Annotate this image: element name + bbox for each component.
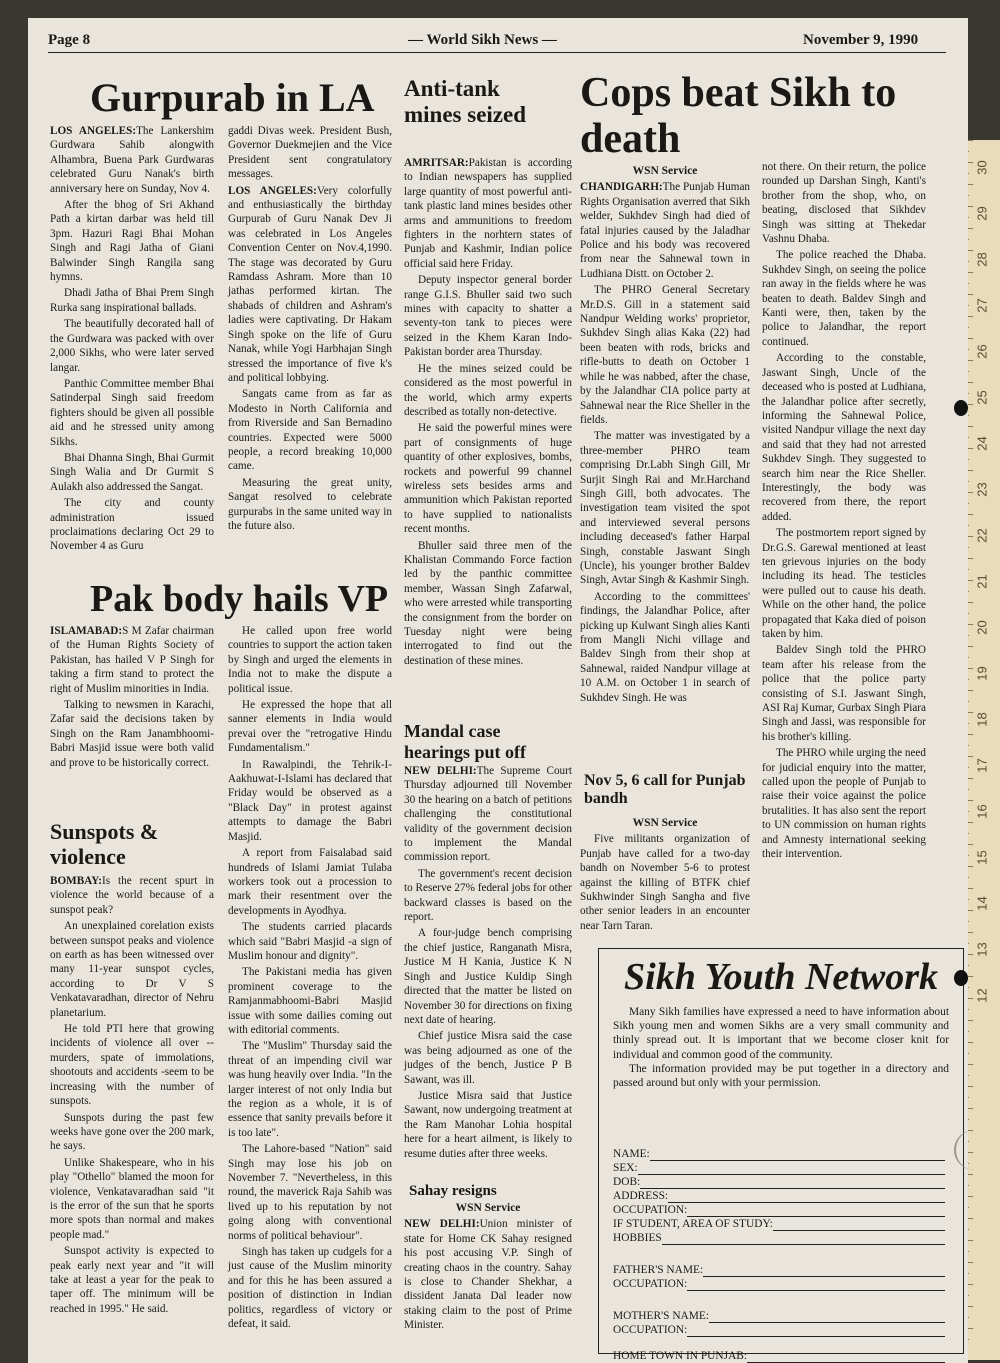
mandal-article <box>404 764 572 1163</box>
article-paragraph <box>228 476 392 534</box>
bandh-body <box>580 832 750 933</box>
bandh-article <box>580 816 750 935</box>
mandal-headline: Mandal case hearings put off <box>404 721 527 762</box>
paragraph-text: He the mines seized could be considered as the most powerful in the world, which army experts described as totally non-detective. <box>404 362 572 418</box>
paragraph-text: The "Muslim" Thursday said the threat of an impending civil war was hung heavily over India. "In the larger interest of not only India but the region as a whole, it is of essence that sanity prevails before it is too late". <box>228 1040 392 1139</box>
form-field-label: MOTHER'S NAME: <box>613 1310 710 1322</box>
paragraph-text: According to the constable, Jaswant Singh, Uncle of the deceased who is posted at Ludhiana, the Jalandhar police after secretly, informing the Sahnewal Police, visited Nandpur village the next day and said that they had not arrested Sukhdev Singh. They suggested to search him near the Rice Sheller. Interestingly, the body was recovered from there, the report added. <box>762 352 926 523</box>
paragraph-text: Talking to newsmen in Karachi, Zafar said the decisions taken by Singh on the Ram Janambhoomi-Babri Masjid issue were both valid and prove to be historically correct. <box>50 699 214 769</box>
sunspots-headline: Sunspots & violence <box>50 819 159 870</box>
ruler-number: 29 <box>974 206 990 221</box>
article-paragraph <box>228 1245 392 1331</box>
ruler-number: 12 <box>974 988 990 1003</box>
ruler-number: 19 <box>974 666 990 681</box>
cops-headline: Cops beat Sikh to death <box>580 70 897 162</box>
paragraph-text: The Lankershim Gurdwara Sahib alongwith Alhambra, Buena Park Gurdwaras celebrated Guru Nanak's birth anniversary here on Sunday, Nov 4. <box>50 125 214 195</box>
dateline: BOMBAY: <box>50 875 103 887</box>
article-paragraph <box>50 377 214 449</box>
form-field-line[interactable] <box>640 1177 945 1189</box>
paragraph-text: not there. On their return, the police rounded up Darshan Singh, Kanti's brother from the shop, who, on beating, disclosed that Sikhdev Singh was sitting at Thekedar Vashnu Dhaba. <box>762 161 926 246</box>
ruler-number: 25 <box>974 390 990 405</box>
form-field <box>613 1175 945 1189</box>
ruler-number: 22 <box>974 528 990 543</box>
dateline: LOS ANGELES: <box>50 125 137 137</box>
form-field-label: IF STUDENT, AREA OF STUDY: <box>613 1218 773 1230</box>
paper-name: — World Sikh News — <box>408 32 557 48</box>
article-paragraph <box>50 286 214 315</box>
form-field-label: OCCUPATION: <box>613 1278 688 1290</box>
cops-col-1-body <box>580 180 750 705</box>
form-field-line[interactable] <box>650 1149 945 1161</box>
issue-date: November 9, 1990 <box>803 32 919 48</box>
article-paragraph <box>404 1217 572 1332</box>
article-paragraph <box>50 124 214 196</box>
youth-network-intro <box>613 1005 949 1090</box>
form-field <box>613 1217 945 1231</box>
paragraph-text: S M Zafar chairman of the Human Rights Society of Pakistan, has hailed V P Singh for taking a firm stand to protect the right of Muslim minorities in India. <box>50 625 214 695</box>
article-paragraph <box>228 1039 392 1140</box>
sahay-body <box>404 1217 572 1332</box>
form-field-line[interactable] <box>703 1265 945 1277</box>
dateline: CHANDIGARH: <box>580 181 663 194</box>
form-field-line[interactable] <box>709 1311 945 1323</box>
paragraph-text: Dhadi Jatha of Bhai Prem Singh Rurka sang inspirational ballads. <box>50 287 214 314</box>
sahay-headline: Sahay resigns <box>409 1183 497 1199</box>
form-field <box>613 1323 945 1337</box>
form-field-label: OCCUPATION: <box>613 1204 688 1216</box>
paragraph-text: Sangats came from as far as Modesto in North California and from Riverside and San Bernadino countries. Expected were 5000 people, a record breaking 10,000 came. <box>228 388 392 473</box>
paragraph-text: Measuring the great unity, Sangat resolved to celebrate gurpurabs in the same united way in the future also. <box>228 476 392 532</box>
paragraph-text: The government's recent decision to Reserve 27% federal jobs for other backward classes is based on the report. <box>404 867 572 924</box>
form-field <box>613 1231 945 1245</box>
article-paragraph <box>228 920 392 963</box>
article-paragraph <box>404 764 572 865</box>
article-paragraph <box>404 273 572 359</box>
paragraph-text: Bhuller said three men of the Khalistan Commando Force faction led by the panthic committee member, Wassan Singh Zafarwal, who were arrested while transporting the consignment from the border on Tuesday night were being interrogated to find out the destination of these mines. <box>404 539 572 667</box>
paragraph-text: Chief justice Misra said the case was being adjourned as one of the judges of the bench, Justice P B Sawant, was ill. <box>404 1030 572 1086</box>
form-field-label: NAME: <box>613 1148 650 1160</box>
article-paragraph <box>580 283 750 427</box>
article-paragraph <box>404 421 572 536</box>
article-paragraph <box>50 624 214 696</box>
form-field <box>613 1309 945 1323</box>
pak-col-1 <box>50 624 214 772</box>
paragraph-text: The postmortem report signed by Dr.G.S. Garewal mentioned at least ten grievous injuries on the body including its head. The testicles were pulled out to cause his death. While on the other hand, the police propagated that Kaka died of poison taken by him. <box>762 527 926 640</box>
gurpurab-col-1 <box>50 124 214 556</box>
form-field-line[interactable] <box>662 1233 945 1245</box>
paragraph-text: Panthic Committee member Bhai Satinderpal Singh said freedom fighters should be given all possible aid and he stressed unity among Sikhs. <box>50 377 214 448</box>
article-paragraph <box>228 624 392 696</box>
sahay-article <box>404 1201 572 1335</box>
form-field-label: DOB: <box>613 1176 641 1188</box>
paragraph-text: Baldev Singh told the PHRO team after his release from the police that the police party consisting of S.I. Jaswant Singh, ASI Raj Kumar, Gurbax Singh Piara Singh and Jassi, was responsible for his brother's killing. <box>762 644 926 743</box>
dateline: AMRITSAR: <box>404 157 469 169</box>
article-paragraph <box>404 867 572 925</box>
paragraph-text: The matter was investigated by a three-member PHRO team comprising Dr.Labh Singh Gill, Mr Surjit Singh Rai and Mr.Harchand Singh Gill, both advocates. The investigation team visited the spot and interviewed several persons including deceased's father Harpal Singh, constable Jaswant Singh (Uncle), his younger brother Baldev Singh, Avtar Singh & Kashmir Singh. <box>580 430 750 587</box>
binder-hole <box>954 400 968 416</box>
form-field <box>613 1189 945 1203</box>
ruler-number: 18 <box>974 712 990 727</box>
bandh-headline: Nov 5, 6 call for Punjab bandh <box>584 772 746 808</box>
form-field <box>613 1349 945 1363</box>
paragraph-text: The PHRO while urging the need for judicial enquiry into the matter, called upon the people of Punjab to raise their voice against the police brutalities. It has also sent the report to UN commission on human rights and Amnesty international seeking their intervention. <box>762 747 926 861</box>
form-field-label: HOME TOWN IN PUNJAB: <box>613 1350 748 1362</box>
paragraph-text: A four-judge bench comprising the chief justice, Ranganath Misra, Justice M H Kania, Justice K N Singh and Justice Kuldip Singh directed that the matter be listed on November 30 for directions on fixing next date of hearing. <box>404 927 572 1026</box>
ruler-number: 13 <box>974 942 990 957</box>
paragraph-text: Union minister of state for Home CK Sahay resigned his post accusing V.P. Singh of creating chaos in the country. Sahay is close to Chander Shekhar, a dissident Janata Dal leader now staking claim to the post of Prime Minister. <box>404 1218 572 1332</box>
binder-hole <box>954 970 968 986</box>
article-paragraph <box>50 1244 214 1316</box>
article-paragraph <box>404 539 572 669</box>
paragraph-text: He expressed the hope that all sanner elements in India would prevai over the "retrogative Hindu Fundamentalism." <box>228 699 392 755</box>
article-paragraph <box>228 184 392 386</box>
article-paragraph <box>50 496 214 554</box>
cops-byline: WSN Service <box>632 165 698 177</box>
article-paragraph <box>404 156 572 271</box>
form-field <box>613 1277 945 1291</box>
paragraph-text: Bhai Dhanna Singh, Bhai Gurmit Singh Walia and Dr Gurmit S Aulakh also addressed the Sangat. <box>50 451 214 493</box>
form-field <box>613 1161 945 1175</box>
article-paragraph <box>762 248 926 349</box>
form-field-line[interactable] <box>773 1219 945 1231</box>
pak-headline: Pak body hails VP <box>90 578 389 620</box>
dateline: ISLAMABAD: <box>50 625 123 637</box>
ruler-number: 20 <box>974 620 990 635</box>
paragraph-text: He said the powerful mines were part of consignments of huge quantity of other explosives, bombs, rockets and powerful 99 channel wireless sets besides arms and ammunition which Pakistan reported to have supplied to nationalists recent months. <box>404 422 572 536</box>
article-paragraph <box>762 643 926 744</box>
paragraph-text: The Pakistani media has given prominent coverage to the Ramjanmabhoomi-Babri Masjid issue with some dailies coming out with editorial comments. <box>228 966 392 1036</box>
article-paragraph <box>762 746 926 861</box>
form-field <box>613 1203 945 1217</box>
article-paragraph <box>580 429 750 587</box>
paragraph-text: The Supreme Court Thursday adjourned till November 30 the hearing on a batch of petitions challenging the constitutional validity of the government decision to implement the Mandal commission report. <box>404 765 572 864</box>
paragraph-text: gaddi Divas week. President Bush, Governor Duekmejien and the Vice President sent congratulatory messages. <box>228 125 392 181</box>
ruler-number: 27 <box>974 298 990 313</box>
article-paragraph <box>228 387 392 473</box>
ruler-number: 26 <box>974 344 990 359</box>
paragraph-text: He called upon free world countries to support the action taken by Singh and urged the elements in India not to make the dispute a political issue. <box>228 625 392 695</box>
form-field-label: ADDRESS: <box>613 1190 669 1202</box>
article-paragraph <box>580 180 750 281</box>
paragraph-text: Justice Misra said that Justice Sawant, now undergoing treatment at the Ram Manohar Lohia hospital here for a heart ailment, is likely to resume duties after three weeks. <box>404 1089 572 1160</box>
article-paragraph <box>228 698 392 756</box>
article-paragraph <box>50 198 214 284</box>
article-paragraph <box>228 758 392 844</box>
ruler-number: 16 <box>974 804 990 819</box>
form-field-label: SEX: <box>613 1162 638 1174</box>
article-paragraph <box>228 965 392 1037</box>
paragraph-text: The city and county administration issued proclaimations declaring Oct 29 to November 4 as Guru <box>50 497 214 553</box>
form-field <box>613 1147 945 1161</box>
article-paragraph <box>762 351 926 524</box>
paragraph-text: He told PTI here that growing incidents of violence all over -- murders, spate of immolations, shootouts and accidents -seem to be increasing with the number of sunspots. <box>50 1023 214 1108</box>
article-paragraph <box>404 1029 572 1087</box>
article-paragraph <box>50 317 214 375</box>
ruler-number: 28 <box>974 252 990 267</box>
paragraph-text: Singh has taken up cudgels for a just cause of the Muslim minority and for this he has been assured a position of distinction in Indian politics, regardless of victory or defeat, it said. <box>228 1246 392 1331</box>
youth-network-title: Sikh Youth Network <box>624 956 938 998</box>
article-paragraph <box>228 846 392 918</box>
sahay-byline: WSN Service <box>455 1202 521 1214</box>
cops-col-2 <box>762 160 926 864</box>
paragraph-text: The police reached the Dhaba. Sukhdev Singh, on seeing the police ran away in the fields where he was beaten to death. Baldev Singh and Kanti were, then, taken by the police to Jalandhar, the report continued. <box>762 249 926 348</box>
gurpurab-col-2 <box>228 124 392 535</box>
article-paragraph <box>404 1089 572 1161</box>
form-field-line[interactable] <box>687 1325 945 1337</box>
article-paragraph <box>50 1156 214 1242</box>
form-field <box>613 1263 945 1277</box>
form-field-line[interactable] <box>687 1205 945 1217</box>
gurpurab-headline: Gurpurab in LA <box>90 75 375 120</box>
dateline: NEW DELHI: <box>404 1218 480 1231</box>
form-field-label: FATHER'S NAME: <box>613 1264 704 1276</box>
cops-col-1 <box>580 164 750 707</box>
form-field-label: OCCUPATION: <box>613 1324 688 1336</box>
ruler-number: 14 <box>974 896 990 911</box>
article-paragraph <box>50 698 214 770</box>
article-paragraph <box>580 832 750 933</box>
ruler-number: 24 <box>974 436 990 451</box>
paragraph-text: According to the committees' findings, the Jalandhar Police, after picking up Kulwant Singh alies Kanti from Mangli Nichi village and Baldev Singh from their shop at Sahnewal, raided Nandpur village at 10 A.M. on October 1 in search of Sukhdev Singh. He was <box>580 590 750 704</box>
article-paragraph <box>580 590 750 705</box>
form-field-label: HOBBIES <box>613 1232 662 1244</box>
article-paragraph <box>404 362 572 420</box>
ruler-number: 21 <box>974 574 990 589</box>
article-paragraph <box>762 160 926 246</box>
paragraph-text: Sunspots during the past few weeks have gone over the 200 mark, he says. <box>50 1111 214 1153</box>
paragraph-text: Five militants organization of Punjab have called for a two-day bandh on November 5-6 to protest against the killing of BTFK chief Sukhwinder Singh Sangha and five other senior leaders in an encounter near Tarn Taran. <box>580 833 750 932</box>
paragraph-text: A report from Faisalabad said hundreds of Islami Jamiat Tulaba workers took out a procession to mark their resentment over the developments in Ayodhya. <box>228 847 392 917</box>
paragraph-text: The Punjab Human Rights Organisation averred that Sikh welder, Sukhdev Singh had died of fatal injuries caused by the Jaladhar Police and his body was recovered from near the Sahnewal town in Ludhiana Distt. on October 2. <box>580 181 750 280</box>
paragraph-text: An unexplained corelation exists between sunspot peaks and violence on earth as has been witnessed over many 11-year sunspot cycles, according to Dr V S Venkatavaradhan, director of Nehru planetarium. <box>50 920 214 1019</box>
header-rule <box>48 52 946 53</box>
dateline: LOS ANGELES: <box>228 184 317 197</box>
youth-network-para-2: The information provided may be put together in a directory and passed around but only with your permission. <box>613 1062 949 1090</box>
youth-network-box <box>598 948 964 1362</box>
ruler-number: 15 <box>974 850 990 865</box>
newspaper-page <box>28 18 968 1363</box>
paragraph-text: The beautifully decorated hall of the Gurdwara was packed with over 2,000 Sikhs, who were later served langar. <box>50 318 214 374</box>
article-paragraph <box>50 874 214 917</box>
dateline: NEW DELHI: <box>404 765 477 777</box>
paragraph-text: Very colorfully and enthusiastically the birthday Gurpurab of Guru Nanak Dev Ji was celebrated in Los Angeles Convention Center on Nov.4,1990. The stage was decorated by Guru Ramdass Ashram. More than 10 jathas performed kirtan. The shabads of children and Ashram's ladies were captivating. Dr Hakam Singh spoke on the life of Guru Nanak, while Yogi Harbhajan Singh stressed the importance of five k's and political lobbying. <box>228 184 392 384</box>
pak-col-2 <box>228 624 392 1334</box>
sunspots-article <box>50 874 214 1318</box>
form-field-line[interactable] <box>638 1163 945 1175</box>
bandh-byline: WSN Service <box>632 817 698 829</box>
page-number: Page 8 <box>48 32 91 48</box>
antitank-headline: Anti-tank mines seized <box>404 76 527 128</box>
article-paragraph <box>50 919 214 1020</box>
ruler-number: 23 <box>974 482 990 497</box>
paragraph-text: Sunspot activity is expected to peak early next year and "it will take at least a year for the peak to taper off. The minimum will be reached in 1995." He said. <box>50 1245 214 1315</box>
paragraph-text: Unlike Shakespeare, who in his play "Othello" blamed the moon for violence, Venkatavaradhan said "it is the error of the sun that he sports more spots than normal and makes people mad." <box>50 1156 214 1241</box>
ruler-number: 30 <box>974 160 990 175</box>
article-paragraph <box>404 926 572 1027</box>
ruler-number: 17 <box>974 758 990 773</box>
paragraph-text: The Lahore-based "Nation" said Singh may lose his job on November 7. "Nevertheless, in this round, the maverick Raja Sahib was lived up to his reputation by not going along with conventional norms of political behaviour". <box>228 1143 392 1242</box>
article-paragraph <box>762 526 926 641</box>
youth-network-para-1: Many Sikh families have expressed a need to have information about Sikh young men and women Sikhs are a very small community and thinly spread out. It is important that we become closer knit for individual and common good of the community. <box>613 1006 949 1061</box>
antitank-article <box>404 156 572 670</box>
paragraph-text: The students carried placards which said "Babri Masjid -a sign of Muslim honour and dignity". <box>228 921 392 962</box>
article-paragraph <box>228 124 392 182</box>
article-paragraph <box>50 1022 214 1108</box>
form-field-line[interactable] <box>668 1191 945 1203</box>
paragraph-text: Deputy inspector general border range G.I.S. Bhuller said two such mines with capacity to shatter a seventy-ton tank to pieces were seized in the Khem Karan Indo-Pakistan border area Thursday. <box>404 274 572 359</box>
paragraph-text: Pakistan is according to Indian newspapers has supplied large quantity of most powerful anti-tank plastic land mines besides other arms and ammunitions to freedom fighters in the norhtern states of Punjab and Kashmir, Indian police official said here Friday. <box>404 157 572 270</box>
article-paragraph <box>50 1111 214 1154</box>
paragraph-text: Is the recent spurt in violence the world because of a sunspot peak? <box>50 875 214 916</box>
paragraph-text: In Rawalpindi, the Tehrik-I-Aakhuwat-I-Islami has declared that Friday would be observed as a "Black Day" in protest against attempts to damage the Babri Masjid. <box>228 758 392 843</box>
article-paragraph <box>228 1142 392 1243</box>
article-paragraph <box>50 451 214 494</box>
paragraph-text: The PHRO General Secretary Mr.D.S. Gill in a statement said Nandpur Welding works' proprietor, Sukhdev Singh alias Kaka (22) had been beaten with rods, bricks and rifle-butts to death on October 1 while he was nabbed, after the chase, by the Jalandhar CIA police party at Sahnewal near the Rice Sheller in the fields. <box>580 284 750 426</box>
paragraph-text: After the bhog of Sri Akhand Path a kirtan darbar was held till 3pm. Hazuri Ragi Bhai Mohan Singh and Ragi Jatha of Giani Balwinder Singh Rangila sang hymns. <box>50 199 214 284</box>
form-field-line[interactable] <box>687 1279 945 1291</box>
form-field-line[interactable] <box>747 1351 945 1363</box>
